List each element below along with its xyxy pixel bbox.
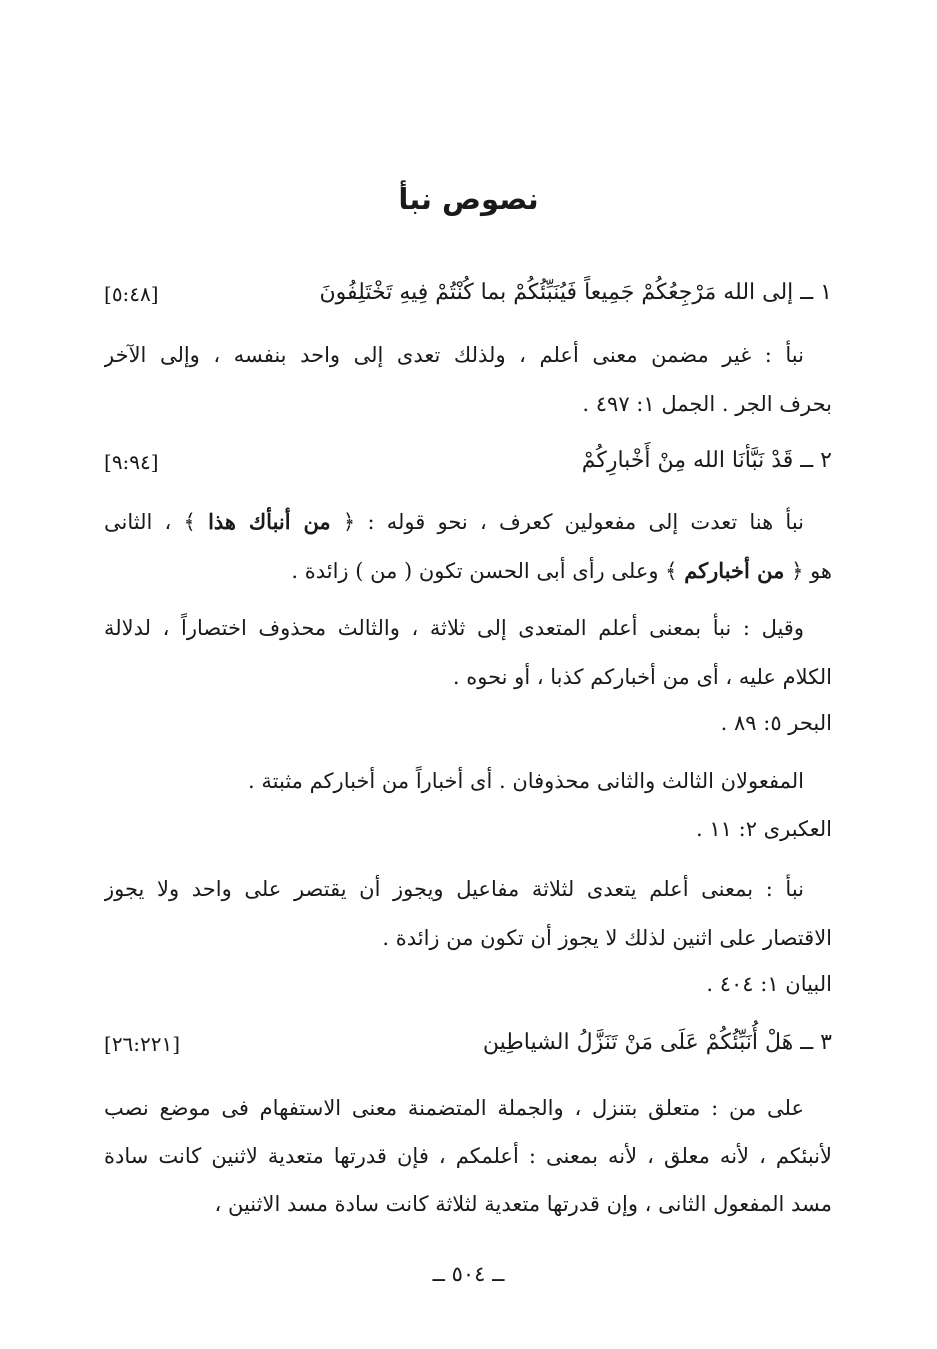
text-run: نبأ هنا تعدت إلى مفعولين كعرف ، نحو قوله : ﴿ [342,510,805,534]
verse-entry-2 [104,448,832,482]
verse-text: ١ ــ إلى الله مَرْجِعُكُمْ جَمِيعاً فَيُنَبِّئُكُمْ بما كُنْتُمْ فِيهِ تَخْتَلِفُونَ [319,280,832,305]
verse-entry-1 [104,280,832,314]
source-citation: العكبرى ٢: ١١ . [696,817,832,841]
verse-reference: [٢٦:٢٢١] [104,1032,181,1056]
paragraph-line: الاقتصار على اثنين لذلك لا يجوز أن تكون من زائدة . [382,926,832,950]
verse-text: ٢ ــ قَدْ نَبَّأنَا الله مِنْ أَخْبارِكُمْ [581,448,832,473]
source-citation: البحر ٥: ٨٩ . [720,711,832,735]
paragraph-line: على من : متعلق بتنزل ، والجملة المتضمنة معنى الاستفهام فى موضع نصب [104,1096,804,1120]
verse-text: ٣ ــ هَلْ أُنَبِّئُكُمْ عَلَى مَنْ تَنَزَّلُ الشياطِين [482,1030,832,1055]
page-number: ــ ٥٠٤ ــ [432,1262,505,1286]
text-run: ﴾ ، الثانى [104,510,196,534]
page-title: نصوص نبأ [398,182,539,216]
quran-quote: من أنبأك هذا [208,509,331,534]
paragraph-line [104,556,832,586]
paragraph-line: المفعولان الثالث والثانى محذوفان . أى أخباراً من أخباركم مثبتة . [248,769,804,793]
quran-quote: من أخباركم [684,558,785,583]
paragraph-line: وقيل : نبأ بمعنى أعلم المتعدى إلى ثلاثة ، والثالث محذوف اختصاراً ، لدلالة [104,616,804,640]
paragraph-line: مسد المفعول الثانى ، وإن قدرتها متعدية لثلاثة كانت سادة مسد الاثنين ، [214,1192,832,1216]
verse-entry-3 [104,1030,832,1064]
text-run: هو ﴿ [791,559,832,583]
paragraph-line: نبأ : غير مضمن معنى أعلم ، ولذلك تعدى إلى واحد بنفسه ، وإلى الآخر [104,343,804,367]
source-citation: البيان ١: ٤٠٤ . [706,972,832,996]
verse-reference: [٥:٤٨] [104,282,159,306]
verse-reference: [٩:٩٤] [104,450,159,474]
paragraph-line: لأنبئكم ، لأنه معلق ، لأنه بمعنى : أعلمكم ، فإن قدرتها متعدية لاثنين كانت سادة [104,1144,832,1168]
paragraph-line: بحرف الجر . الجمل ١: ٤٩٧ . [582,392,832,416]
paragraph-line [104,507,832,537]
paragraph-line: نبأ : بمعنى أعلم يتعدى لثلاثة مفاعيل ويجوز أن يقتصر على واحد ولا يجوز [104,877,804,901]
paragraph-line: الكلام عليه ، أى من أخباركم كذبا ، أو نحوه . [452,665,832,689]
text-run: ﴾ وعلى رأى أبى الحسن تكون ( من ) زائدة . [291,559,678,583]
